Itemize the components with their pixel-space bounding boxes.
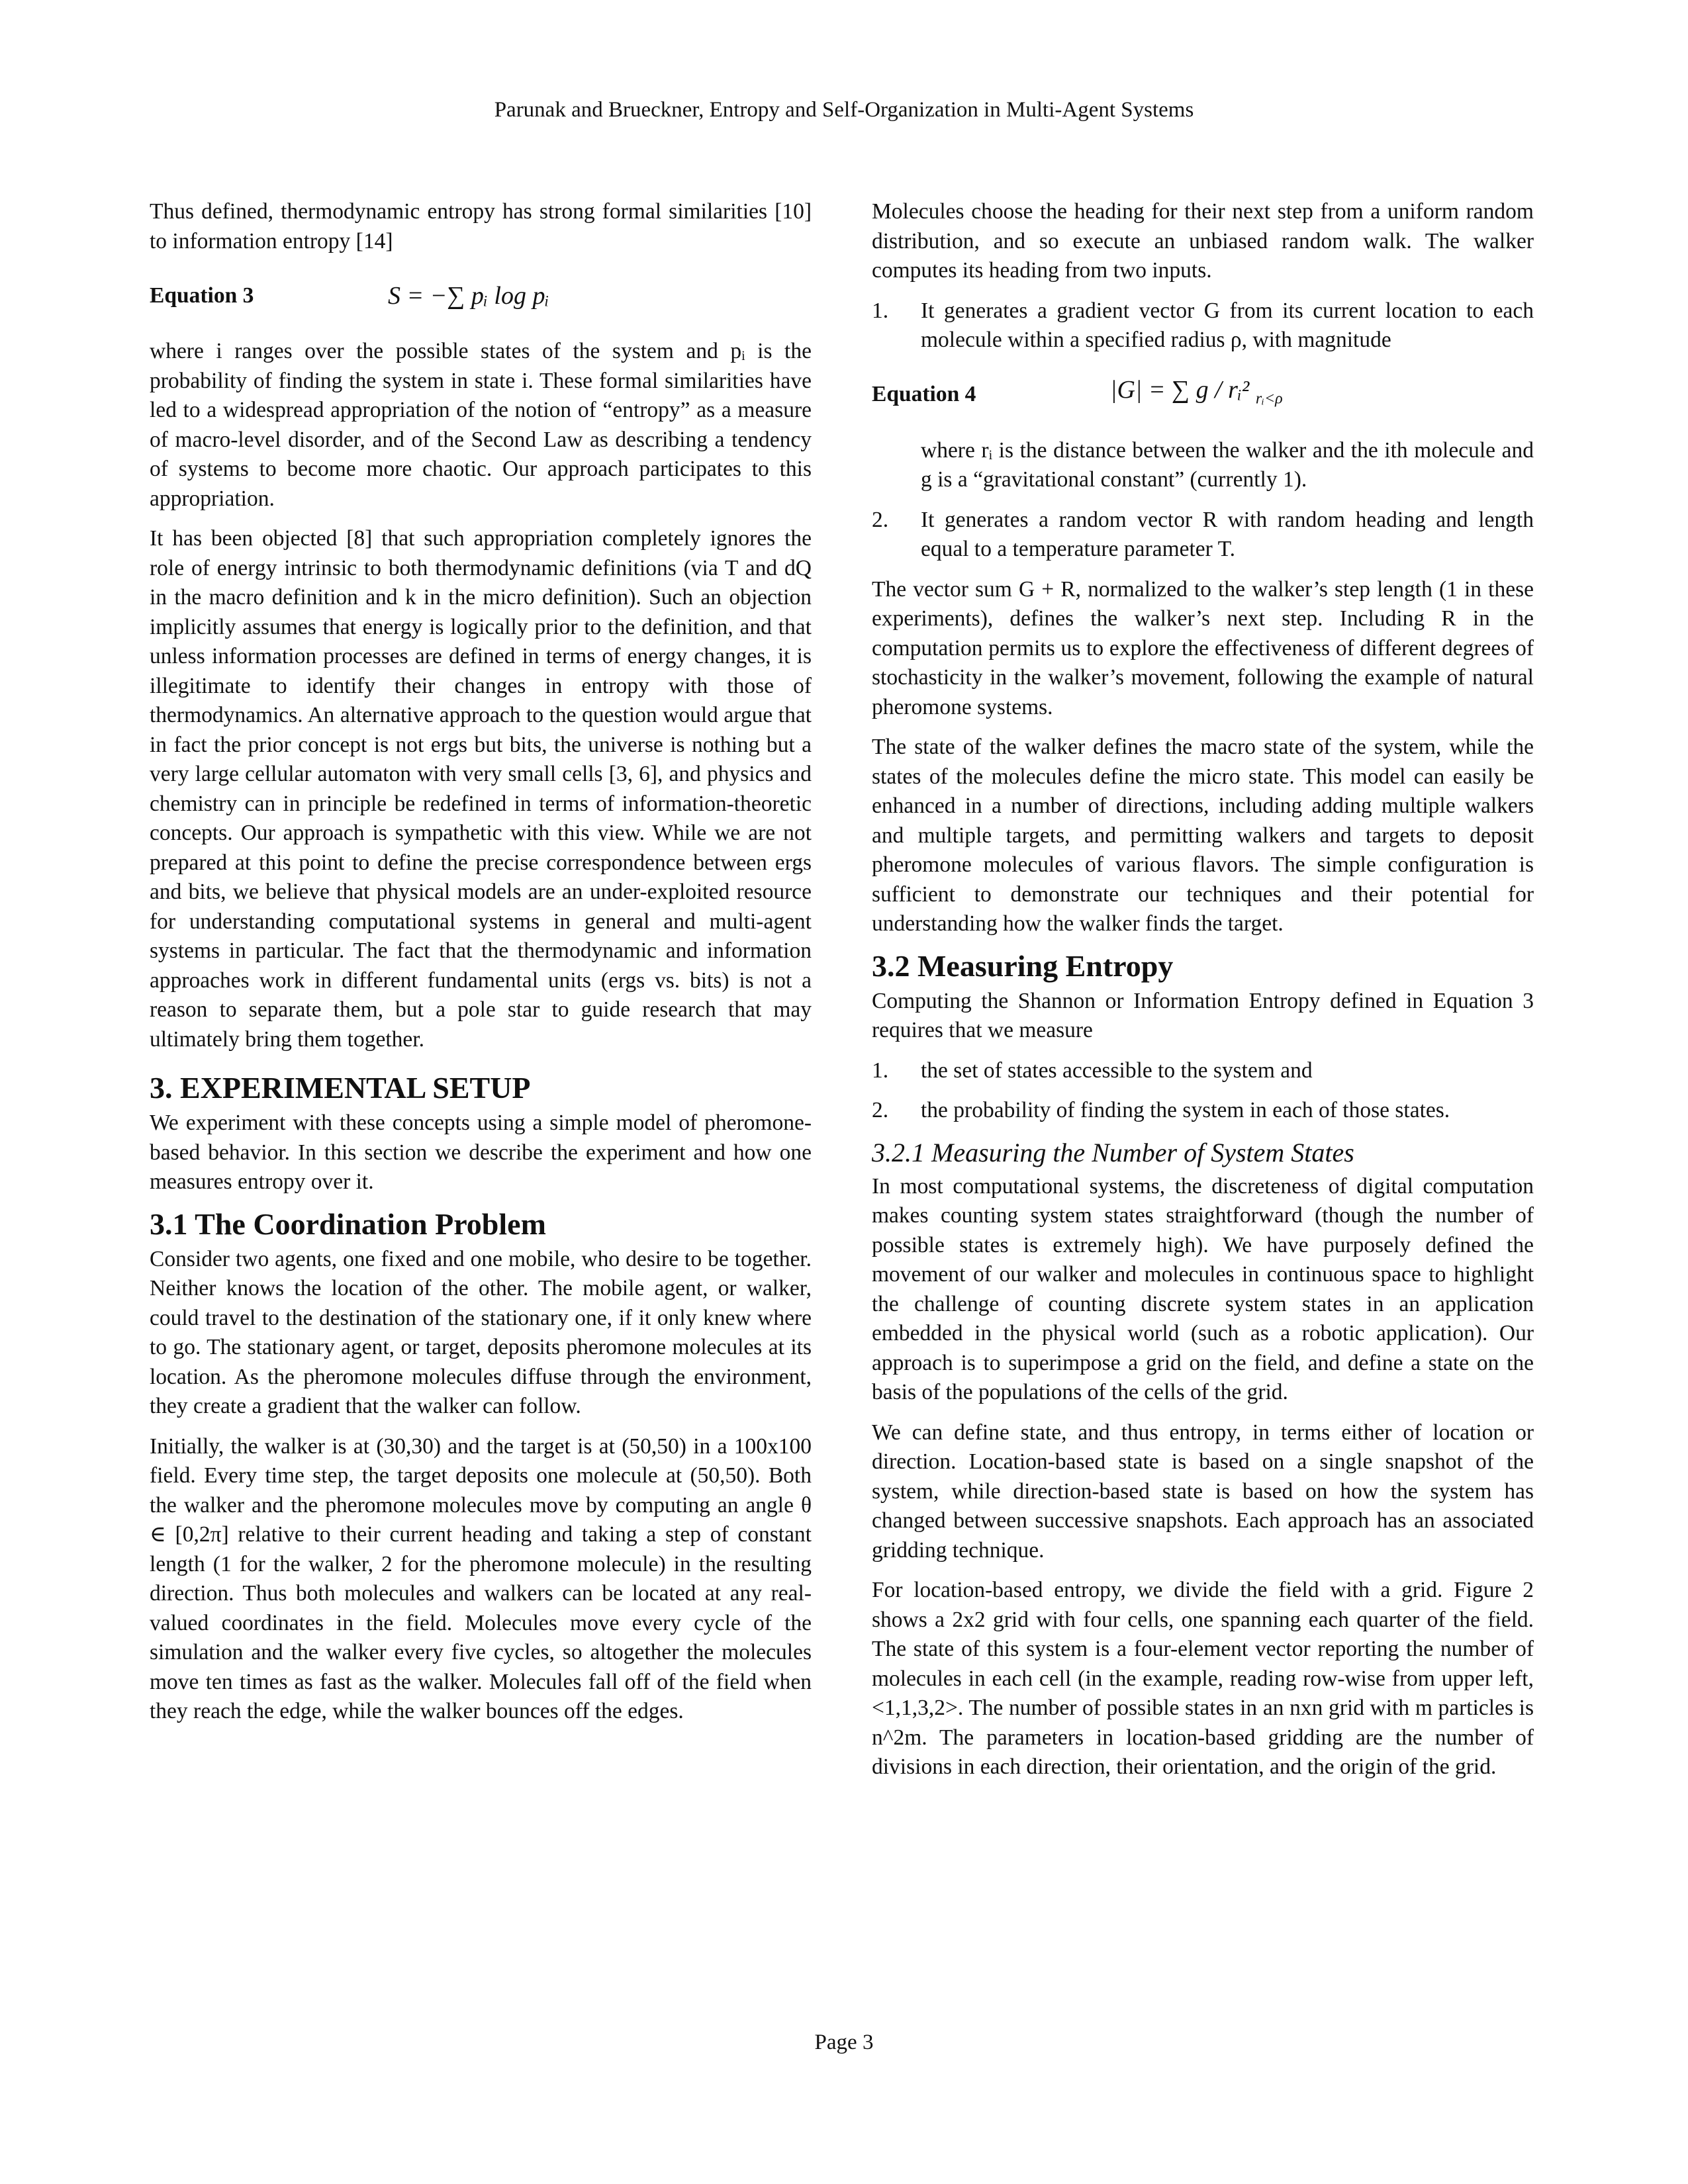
list-item [872, 506, 1534, 565]
list-text: the probability of finding the system in each of those states. [921, 1098, 1450, 1122]
paragraph: where i ranges over the possible states of the system and pᵢ is the probability of finding the system in state i. These formal similarities have led to a widespread appropriation of the notion of “entropy” as a measure of macro-level disorder, and of the Second Law as describing a tendency of systems to become more chaotic. Our approach participates to this appropriation. [150, 339, 812, 511]
running-header: Parunak and Brueckner, Entropy and Self-Organization in Multi-Agent Systems [494, 98, 1194, 122]
list-text: the set of states accessible to the system and [921, 1058, 1313, 1083]
equation-condition: rᵢ<ρ [1255, 390, 1283, 408]
page-number: Page 3 [814, 2030, 874, 2054]
list-item [872, 1056, 1534, 1086]
equation-4 [872, 366, 1534, 424]
list-number: 1. [872, 1058, 889, 1083]
subsection-heading: 3.2 Measuring Entropy [872, 948, 1174, 983]
paragraph: Computing the Shannon or Information Entropy defined in Equation 3 requires that we measure [872, 988, 1534, 1042]
equation-body: S = −∑ pᵢ log pᵢ [388, 281, 549, 310]
paragraph: The vector sum G + R, normalized to the walker’s step length (1 in these experiments), defines the walker’s next step. Including R in the computation permits us to explore the effectiveness of different degrees of stochasticity in the walker’s movement, following the example of natural pheromone systems. [872, 576, 1534, 719]
paragraph: The state of the walker defines the macro state of the system, while the states of the molecules define the micro state. This model can easily be enhanced in a number of directions, including adding multiple walkers and multiple targets, and permitting walkers and targets to deposit pheromone molecules of various flavors. The simple configuration is sufficient to demonstrate our techniques and their potential for understanding how the walker finds the target. [872, 735, 1534, 936]
paragraph: Consider two agents, one fixed and one mobile, who desire to be together. Neither knows the location of the other. The mobile agent, or walker, could travel to the destination of the stationary one, if it only knew where to go. The stationary agent, or target, deposits pheromone molecules at its location. As the pheromone molecules diffuse through the environment, they create a gradient that the walker can follow. [150, 1246, 812, 1418]
list-number: 2. [872, 1098, 889, 1122]
paragraph: In most computational systems, the discreteness of digital computation makes counting system states straightforward (though the number of possible states is extremely high). We have purposely defined the movement of our walker and molecules in continuous space to highlight the challenge of counting discrete system states in an application embedded in the physical world (such as a robotic application). Our approach is to superimpose a grid on the field, and define a state on the basis of the populations of the cells of the grid. [872, 1173, 1534, 1404]
equation-3 [150, 267, 812, 325]
right-column [872, 197, 1534, 1793]
equation-label: Equation 3 [150, 283, 254, 308]
paragraph: We can define state, and thus entropy, in terms either of location or direction. Location-based state is based on a single snapshot of the system, while direction-based state is based on how the system has changed between successive snapshots. Each approach has an associated gridding technique. [872, 1420, 1534, 1563]
paragraph: where rᵢ is the distance between the walker and the ith molecule and g is a “gravitational constant” (currently 1). [921, 437, 1534, 492]
paragraph: Molecules choose the heading for their next step from a uniform random distribution, and so execute an unbiased random walk. The walker computes its heading from two inputs. [872, 199, 1534, 283]
paragraph: It has been objected [8] that such appropriation completely ignores the role of energy intrinsic to both thermodynamic definitions (via T and dQ in the macro definition and k in the micro definition). Such an objection implicitly assumes that energy is logically prior to the definition, and that unless information processes are defined in terms of energy changes, it is illegitimate to identify their changes in entropy with those of thermodynamics. An alternative approach to the question would argue that in fact the prior concept is not ergs but bits, the universe is nothing but a very large cellular automaton with very small cells [3, 6], and physics and chemistry can in principle be redefined in terms of information-theoretic concepts. Our approach is sympathetic with this view. While we are not prepared at this point to define the precise correspondence between ergs and bits, we believe that physical models are an under-exploited resource for understanding computational systems in general and multi-agent systems in particular. The fact that the thermodynamic and information approaches work in different fundamental units (ergs vs. bits) is not a reason to separate them, but a pole star to guide research that may ultimately bring them together. [150, 526, 812, 1052]
list-item [872, 1096, 1534, 1126]
list-text: It generates a gradient vector G from its current location to each molecule within a specified radius ρ, with magnitude [921, 298, 1534, 352]
left-column [150, 197, 812, 1737]
equation-label: Equation 4 [872, 382, 976, 407]
paragraph: Thus defined, thermodynamic entropy has strong formal similarities [10] to information entropy [14] [150, 199, 812, 253]
equation-expression: |G| = ∑ g / rᵢ² [1110, 376, 1250, 404]
paragraph: Initially, the walker is at (30,30) and the target is at (50,50) in a 100x100 field. Every time step, the target deposits one molecule at (50,50). Both the walker and the pheromone molecules move by computing an angle θ ∈ [0,2π] relative to their current heading and taking a step of constant length (1 for the walker, 2 for the pheromone molecule) in the resulting direction. Thus both molecules and walkers can be located at any real-valued coordinates in the field. Molecules move every cycle of the simulation and the walker every five cycles, so altogether the molecules move ten times as fast as the walker. Molecules fall off of the field when they reach the edge, while the walker bounces off the edges. [150, 1433, 812, 1723]
subsection-heading: 3.1 The Coordination Problem [150, 1206, 546, 1241]
section-heading: 3. EXPERIMENTAL SETUP [150, 1071, 531, 1105]
list-item [872, 296, 1534, 355]
list-number: 2. [872, 507, 889, 532]
list-text: It generates a random vector R with random heading and length equal to a temperature parameter T. [921, 507, 1534, 561]
list-number: 1. [872, 298, 889, 323]
paragraph: For location-based entropy, we divide the field with a grid. Figure 2 shows a 2x2 grid with four cells, one spanning each quarter of the field. The state of this system is a four-element vector reporting the number of molecules in each cell (in the example, reading row-wise from upper left, <1,1,3,2>. The number of possible states in an nxn grid with m particles is n^2m. The parameters in location-based gridding are the number of divisions in each direction, their orientation, and the origin of the grid. [872, 1578, 1534, 1779]
equation-body [1110, 375, 1283, 414]
subsubsection-heading: 3.2.1 Measuring the Number of System States [872, 1137, 1354, 1167]
paragraph: We experiment with these concepts using a simple model of pheromone-based behavior. In this section we describe the experiment and how one measures entropy over it. [150, 1111, 812, 1194]
